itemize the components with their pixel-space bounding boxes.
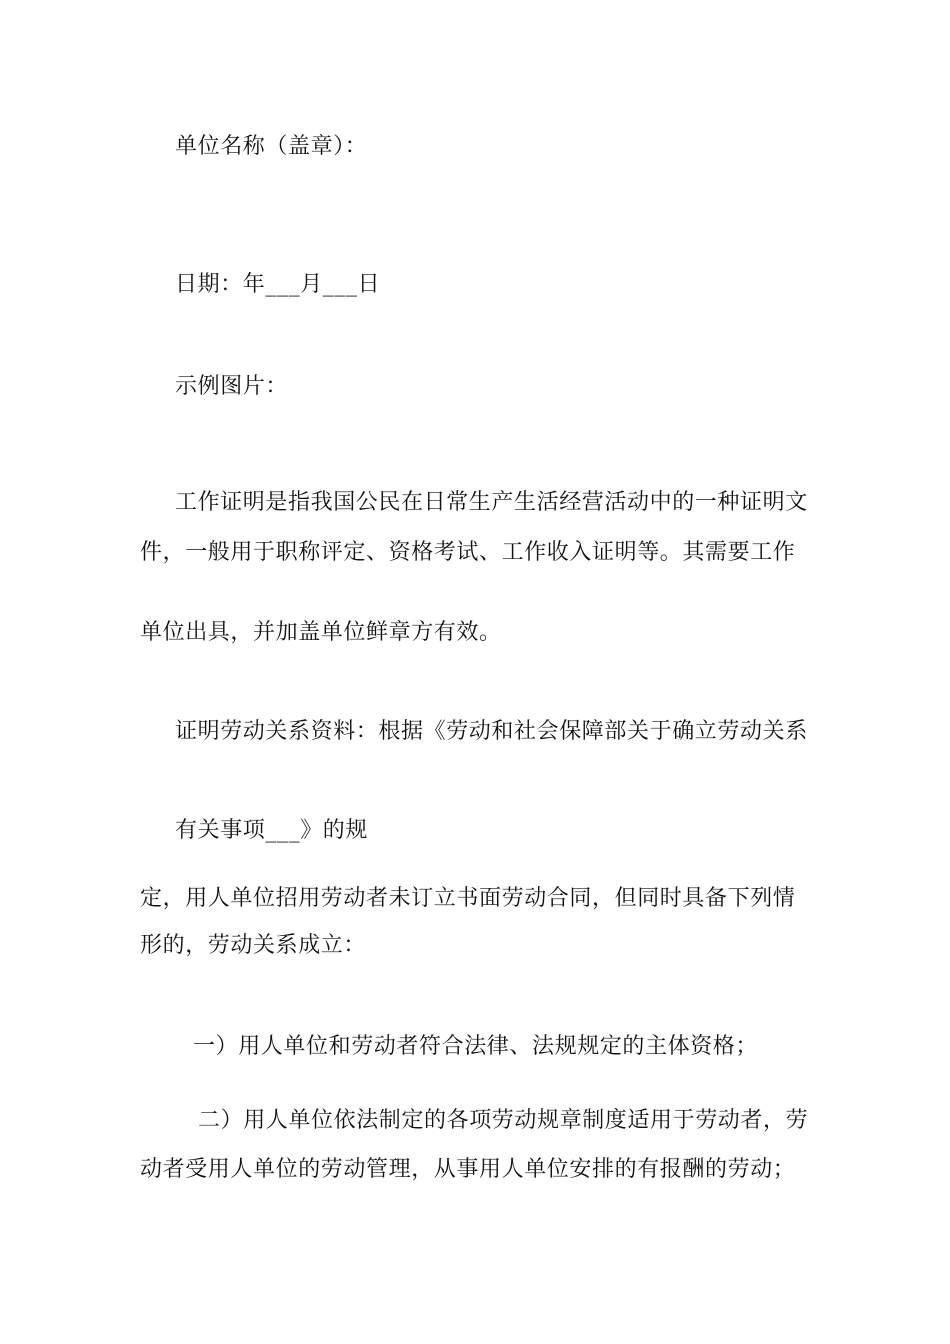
labor-line-1: 证明劳动关系资料：根据《劳动和社会保障部关于确立劳动关系 — [175, 719, 808, 744]
item-1: 一）用人单位和劳动者符合法律、法规规定的主体资格； — [193, 1034, 759, 1059]
labor-line-4: 形的，劳动关系成立： — [140, 933, 367, 958]
intro-line-1: 工作证明是指我国公民在日常生产生活经营活动中的一种证明文 — [175, 490, 808, 515]
example-label: 示例图片： — [175, 374, 289, 399]
unit-name-label: 单位名称（盖章）： — [175, 134, 368, 159]
date-line: 日期：年___月___日 — [175, 272, 381, 297]
item-2-line-2: 动者受用人单位的劳动管理，从事用人单位安排的有报酬的劳动； — [140, 1157, 796, 1182]
labor-line-3: 定，用人单位招用劳动者未订立书面劳动合同，但同时具备下列情 — [140, 886, 796, 911]
intro-line-3: 单位出具，并加盖单位鲜章方有效。 — [140, 620, 502, 645]
labor-line-2: 有关事项___》的规 — [175, 818, 369, 843]
item-2-line-1: 二）用人单位依法制定的各项劳动规章制度适用于劳动者，劳 — [198, 1108, 809, 1133]
intro-line-2: 件，一般用于职称评定、资格考试、工作收入证明等。其需要工作 — [140, 540, 796, 565]
